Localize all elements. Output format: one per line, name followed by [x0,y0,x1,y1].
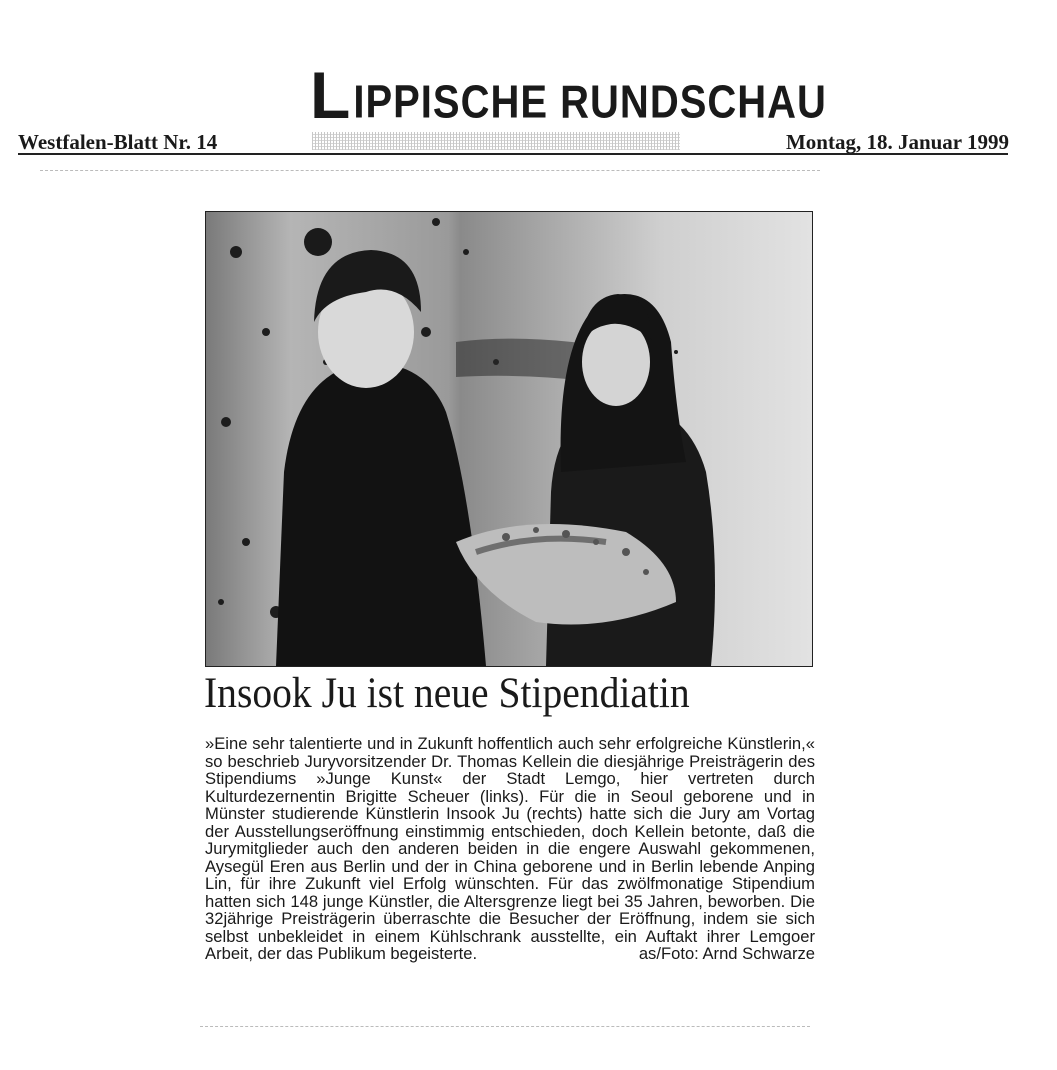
issue-line: Westfalen-Blatt Nr. 14 [18,130,218,154]
date-line: Montag, 18. Januar 1999 [785,130,1009,154]
masthead-title-initial: L [310,58,352,132]
photo-credit: as/Foto: Arnd Schwarze [638,944,815,963]
article-body [205,735,815,963]
masthead-title-rest: IPPISCHE RUNDSCHAU [353,77,827,128]
dashed-divider-top [40,170,820,171]
masthead-hatch-decoration [312,132,680,150]
masthead-rule [18,153,1008,155]
person-left [276,228,486,666]
article-photo [205,211,813,667]
article-headline: Insook Ju ist neue Stipendiatin [204,670,690,717]
masthead-title [310,58,827,134]
dashed-divider-bottom [200,1026,810,1027]
article-body-text: »Eine sehr talentierte und in Zukunft hoffentlich auch sehr erfolgreiche Künstlerin,« so beschrieb Juryvorsitzender Dr. Thomas Kellein die diesjährige Preisträgerin des Stipendiums »Junge Kunst« der Stadt Lemgo, hier vertreten durch Kulturdezernentin Brigitte Scheuer (links). Für die in Seoul geborene und in Münster studierende Künstlerin Insook Ju (rechts) hatte sich die Jury am Vortag der Ausstellungseröffnung einstimmig entschieden, doch Kellein betonte, daß die Jurymitglieder auch den anderen beiden in die engere Auswahl gekommenen, Aysegül Eren aus Berlin und der in China geborene und in Berlin lebende Anping Lin, für ihre Zukunft viel Erfolg wünschten. Für das zwölfmonatige Stipendium hatten sich 148 junge Künstler, die Altersgrenze liegt bei 35 Jahren, beworben. Die 32jährige Preisträgerin überraschte die Besucher der Eröffnung, indem sie sich selbst unbekleidet in einem Kühlschrank ausstellte, ein Auftakt ihrer Lemgoer Arbeit, der das Publikum begeisterte. [205,734,815,963]
photo-illustration [206,212,812,666]
